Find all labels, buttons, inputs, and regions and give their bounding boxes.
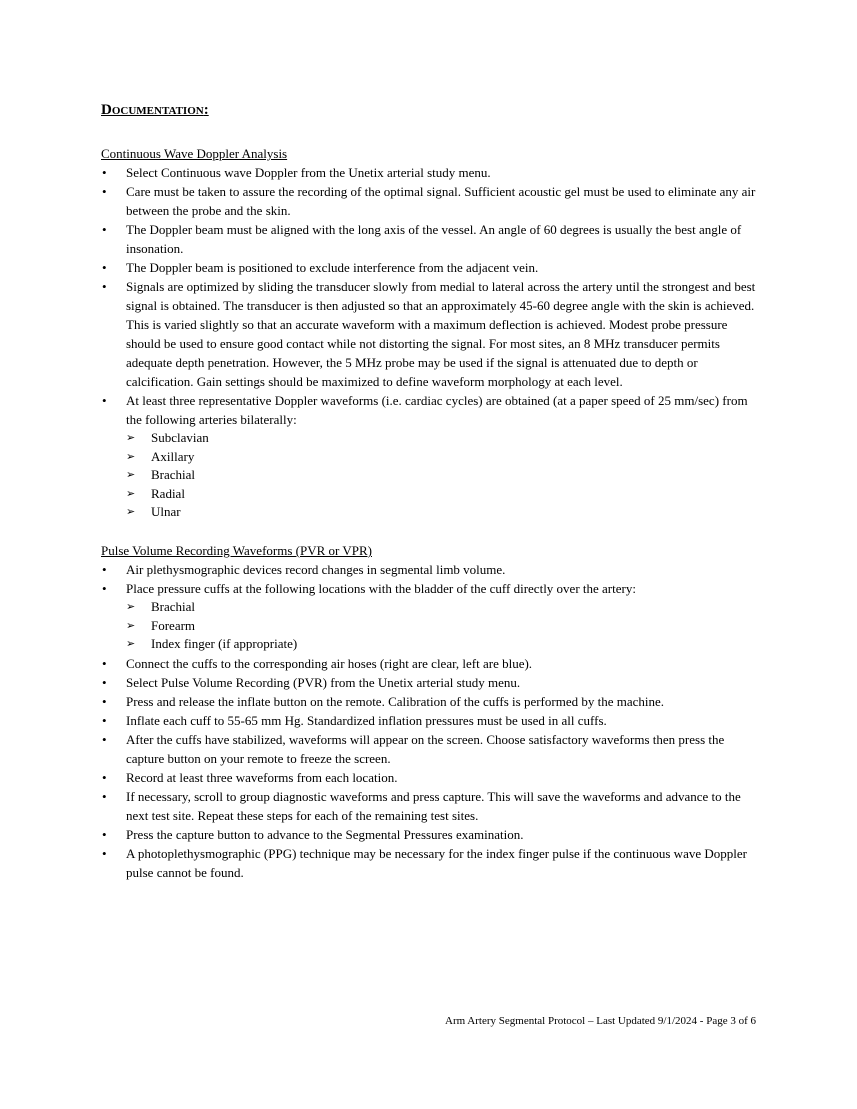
arrow-bullet-icon: ➢	[126, 600, 136, 613]
bullet-icon: •	[102, 279, 107, 294]
list-item	[101, 220, 761, 258]
subsection-title: Continuous Wave Doppler Analysis	[101, 146, 288, 161]
list-item-text: Record at least three waveforms from each location.	[126, 769, 398, 785]
sub-list-item	[126, 503, 761, 522]
list-item-text: If necessary, scroll to group diagnostic waveforms and press capture. This will save the waveforms and advance to the next test site. Repeat these steps for each of the remaining test sites.	[126, 788, 741, 823]
list-item	[101, 579, 761, 654]
bullet-icon: •	[102, 184, 107, 199]
list-item	[101, 825, 761, 844]
sub-list-item	[126, 617, 761, 636]
list-item-text: The Doppler beam is positioned to exclude interference from the adjacent vein.	[126, 260, 539, 275]
bullet-icon: •	[102, 561, 107, 577]
sub-list	[126, 429, 761, 522]
bullet-icon: •	[102, 222, 107, 237]
list-item-text: A photoplethysmographic (PPG) technique may be necessary for the index finger pulse if the continuous wave Doppler pulse cannot be found.	[126, 845, 747, 880]
sub-list	[126, 598, 761, 654]
list-item-text: After the cuffs have stabilized, waveforms will appear on the screen. Choose satisfactory waveforms then press the capture button on your remote to freeze the screen.	[126, 731, 725, 766]
list-item-text: Connect the cuffs to the corresponding air hoses (right are clear, left are blue).	[126, 655, 533, 671]
list-item-text: Press the capture button to advance to the Segmental Pressures examination.	[126, 826, 524, 842]
list-item	[101, 711, 761, 730]
bullet-icon: •	[102, 580, 107, 596]
arrow-bullet-icon: ➢	[126, 506, 136, 519]
list-item-text: The Doppler beam must be aligned with the long axis of the vessel. An angle of 60 degrees is usually the best angle of insonation.	[126, 222, 742, 256]
arrow-bullet-icon: ➢	[126, 619, 136, 632]
list-item-text: Care must be taken to assure the recording of the optimal signal. Sufficient acoustic gel must be used to eliminate any air between the probe and the skin.	[126, 184, 756, 218]
sub-list-item	[126, 485, 761, 504]
bullet-list	[101, 163, 761, 522]
list-item-text: Select Pulse Volume Recording (PVR) from the Unetix arterial study menu.	[126, 674, 521, 690]
sub-list-item-text: Subclavian	[151, 430, 209, 445]
list-item	[101, 768, 761, 787]
arrow-bullet-icon: ➢	[126, 638, 136, 651]
arrow-bullet-icon: ➢	[126, 487, 136, 500]
list-item-text: Select Continuous wave Doppler from the Unetix arterial study menu.	[126, 165, 491, 180]
document-page	[101, 100, 761, 882]
bullet-icon: •	[102, 712, 107, 728]
list-item	[101, 163, 761, 182]
list-item-text: Inflate each cuff to 55-65 mm Hg. Standardized inflation pressures must be used in all cuffs.	[126, 712, 607, 728]
list-item	[101, 654, 761, 673]
bullet-icon: •	[102, 165, 107, 180]
list-item-text: Signals are optimized by sliding the transducer slowly from medial to lateral across the artery until the strongest and best signal is obtained. The transducer is then adjusted so that an approximately 45-60 degree angle with the skin is achieved. This is varied slightly so that an accurate waveform with a maximum deflection is achieved. Modest probe pressure should be used to ensure good contact while not distorting the signal. For most sites, an 8 MHz transducer permits adequate depth penetration. However, the 5 MHz probe may be used if the signal is attenuated due to depth or calcification. Gain settings should be maximized to define waveform morphology at each level.	[126, 279, 756, 389]
list-item-text: Place pressure cuffs at the following locations with the bladder of the cuff directly over the artery:	[126, 580, 636, 596]
bullet-icon: •	[102, 731, 107, 747]
bullet-icon: •	[102, 655, 107, 671]
arrow-bullet-icon: ➢	[126, 432, 136, 444]
list-item	[101, 730, 761, 768]
sections-container	[101, 144, 761, 882]
list-item-text: At least three representative Doppler waveforms (i.e. cardiac cycles) are obtained (at a paper speed of 25 mm/sec) from the following arteries bilaterally:	[126, 393, 748, 427]
heading-colon: :	[203, 102, 209, 118]
sub-list-item	[126, 635, 761, 654]
sub-list-item-text: Axillary	[151, 448, 195, 464]
page-footer: Arm Artery Segmental Protocol – Last Updated 9/1/2024 - Page 3 of 6	[445, 1015, 756, 1027]
list-item	[101, 844, 761, 882]
list-item	[101, 391, 761, 522]
list-item	[101, 277, 761, 391]
sub-list-item	[126, 598, 761, 617]
sub-list-item-text: Brachial	[151, 467, 196, 483]
list-item	[101, 692, 761, 711]
arrow-bullet-icon: ➢	[126, 469, 136, 482]
list-item-text: Air plethysmographic devices record changes in segmental limb volume.	[126, 561, 506, 577]
list-item	[101, 182, 761, 220]
sub-list-item	[126, 466, 761, 485]
sub-list-item-text: Radial	[151, 485, 185, 501]
list-item	[101, 787, 761, 825]
bullet-icon: •	[102, 693, 107, 709]
list-item	[101, 560, 761, 579]
bullet-icon: •	[102, 393, 107, 408]
list-item	[101, 673, 761, 692]
bullet-icon: •	[102, 260, 107, 275]
heading-text: Documentation	[101, 102, 204, 118]
bullet-icon: •	[102, 845, 107, 861]
list-item	[101, 258, 761, 277]
arrow-bullet-icon: ➢	[126, 450, 136, 463]
bullet-icon: •	[102, 826, 107, 842]
sub-list-item-text: Ulnar	[151, 504, 181, 520]
bullet-list	[101, 560, 761, 882]
sub-list-item-text: Forearm	[151, 617, 196, 633]
sub-list-item	[126, 429, 761, 448]
bullet-icon: •	[102, 788, 107, 804]
sub-list-item	[126, 448, 761, 467]
bullet-icon: •	[102, 674, 107, 690]
bullet-icon: •	[102, 769, 107, 785]
sub-list-item-text: Brachial	[151, 598, 196, 614]
subsection-title: Pulse Volume Recording Waveforms (PVR or VPR)	[101, 542, 372, 558]
list-item-text: Press and release the inflate button on the remote. Calibration of the cuffs is performed by the machine.	[126, 693, 665, 709]
sub-list-item-text: Index finger (if appropriate)	[151, 636, 298, 652]
section-heading	[101, 100, 761, 120]
section-gap	[101, 522, 761, 541]
